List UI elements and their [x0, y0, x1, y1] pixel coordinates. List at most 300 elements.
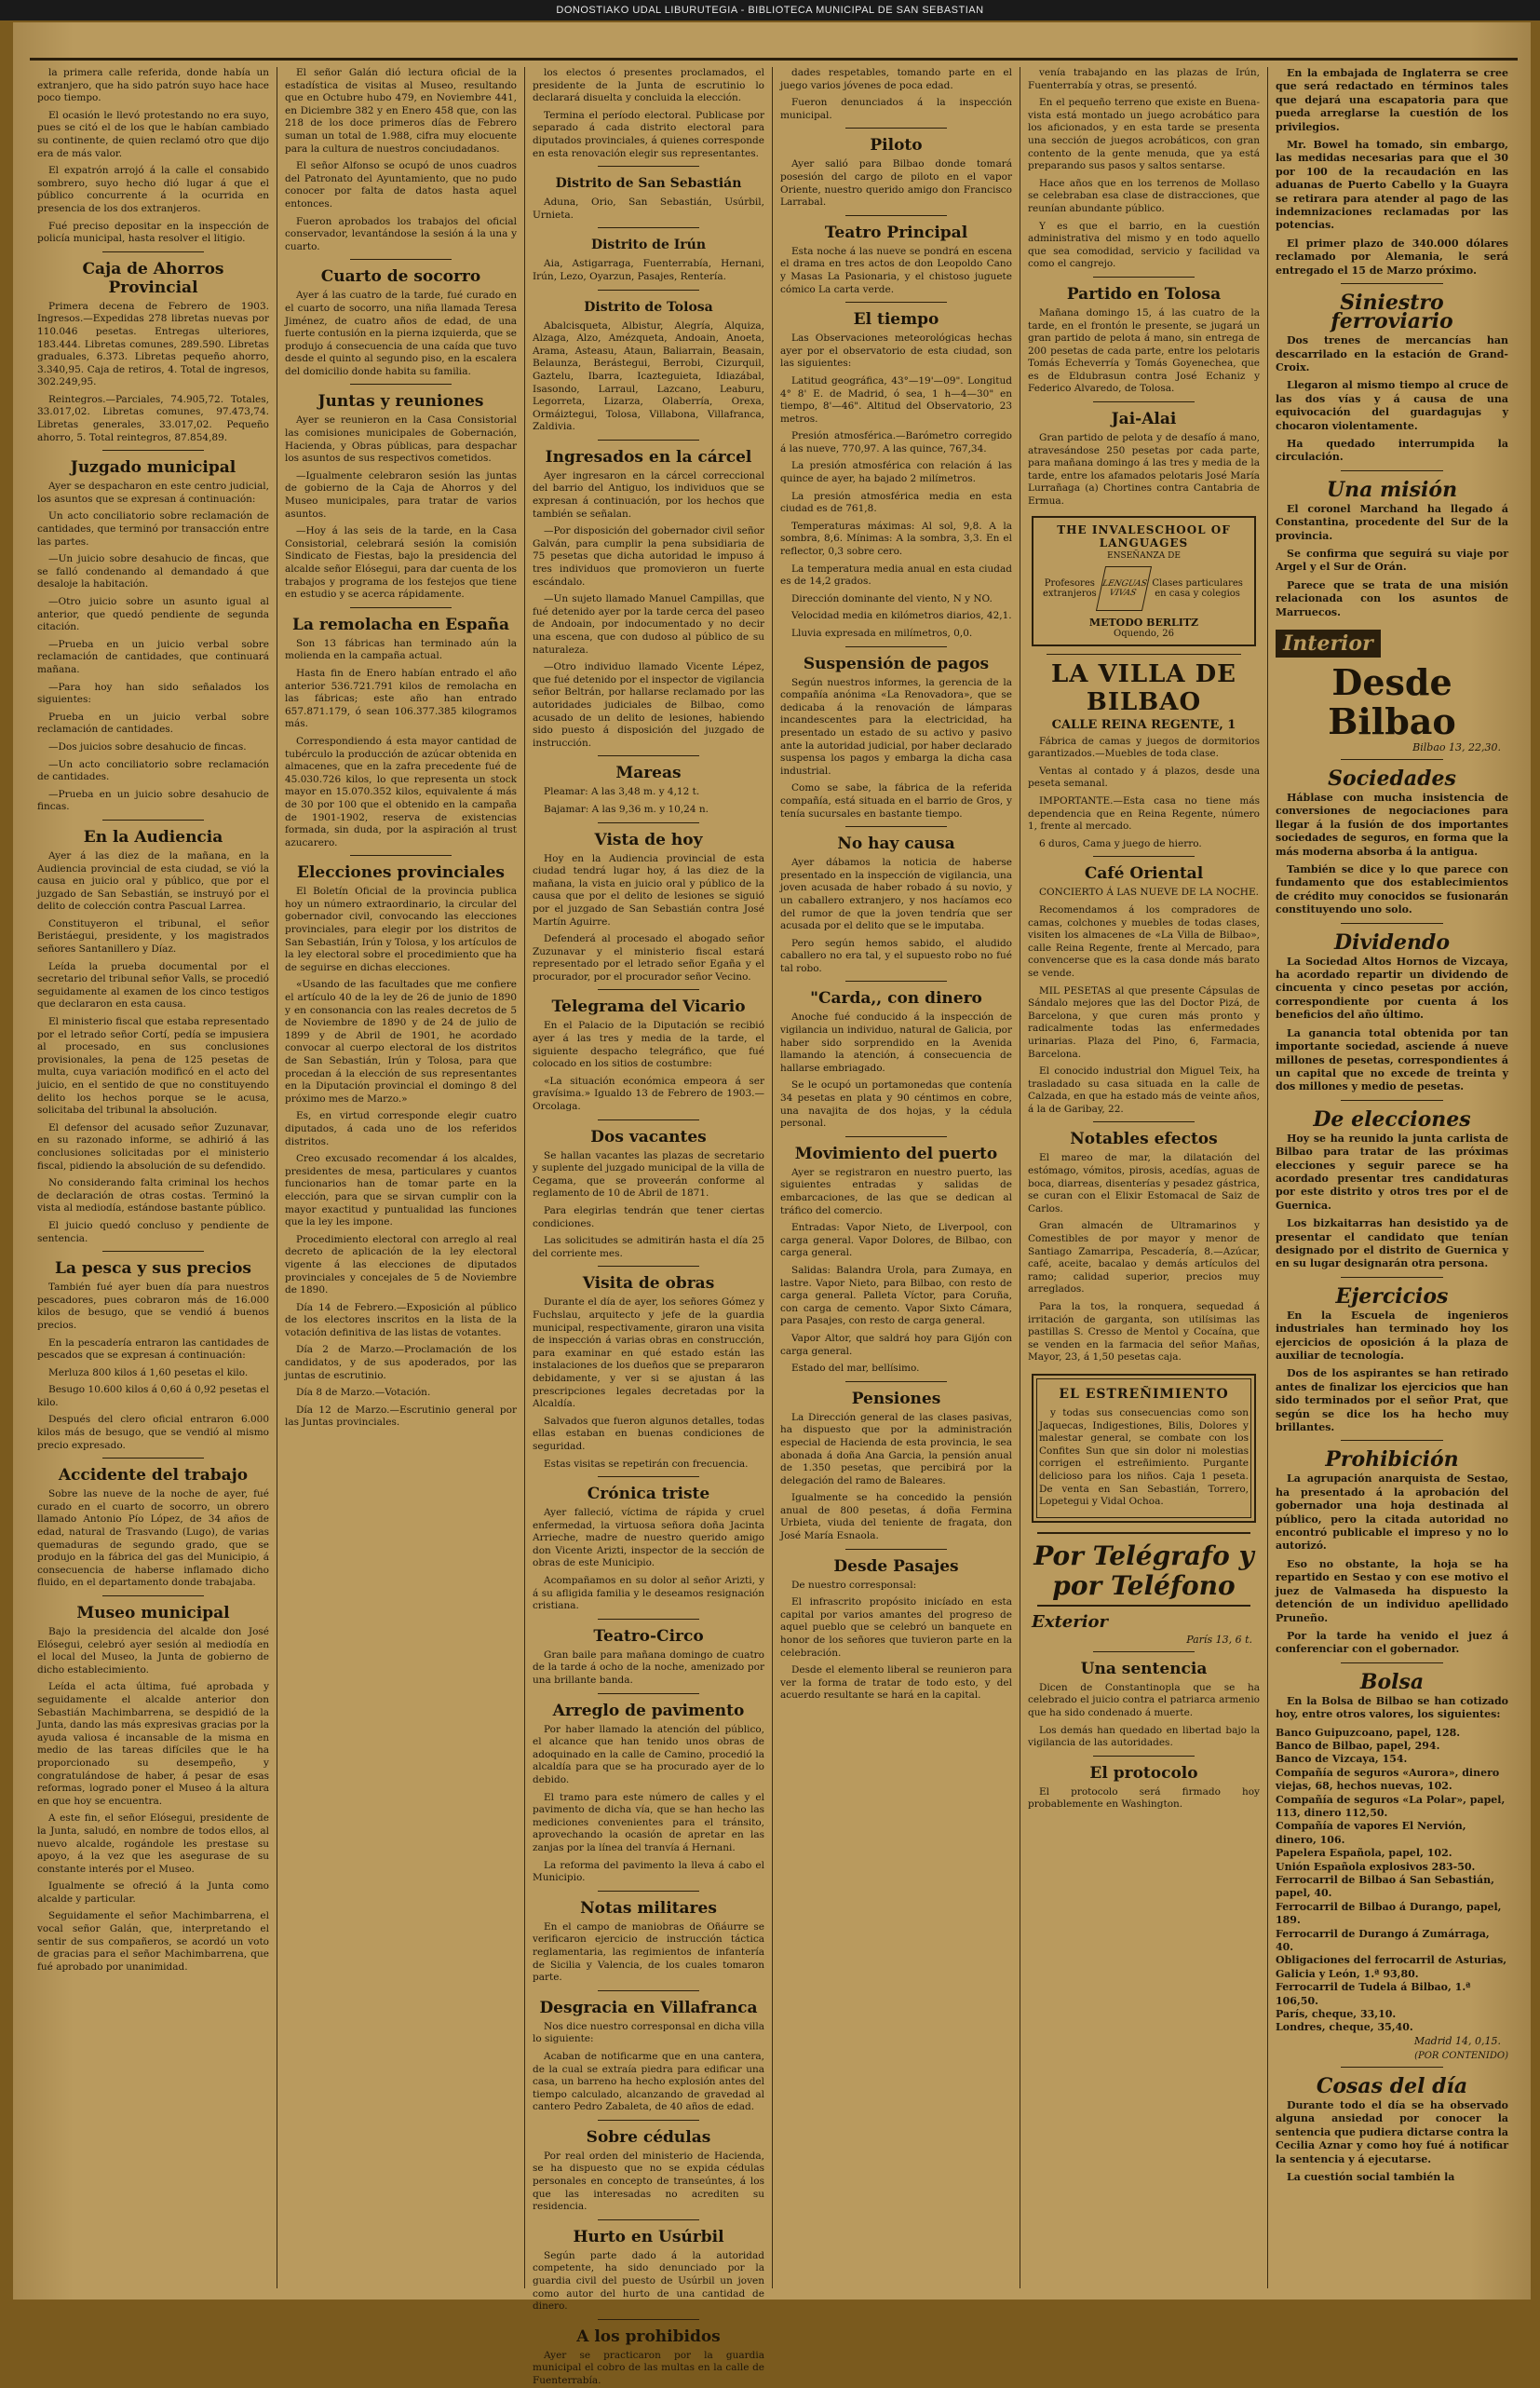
article-paragraph: El primer plazo de 340.000 dólares reclamado por Alemania, le será entregado el 15 de Marzo próximo. — [1276, 237, 1508, 277]
article-paragraph: Ayer falleció, víctima de rápida y cruel enfermedad, la virtuosa señora doña Jacinta Arrieche, madre de nuestro querido amigo don Vicente Arizti, inspector de la sección de obras de este Municipio. — [533, 1507, 764, 1569]
article-headline: Una sentencia — [1080, 1659, 1208, 1678]
stock-quote-line: Banco Guipuzcoano, papel, 128. — [1276, 1726, 1461, 1739]
article-headline: Suspensión de pagos — [803, 654, 990, 673]
article-paragraph: Termina el período electoral. Publicase por separado á cada distrito electoral para diputados provinciales, á quienes corresponde en esta renovación elegir sus representantes. — [533, 109, 764, 159]
article-paragraph: —Para hoy han sido señalados los siguientes: — [37, 681, 269, 706]
article-paragraph: Salvados que fueron algunos detalles, todas ellas estaban en buenas condiciones de seguridad. — [533, 1415, 764, 1452]
article-paragraph: Ayer á las diez de la mañana, en la Audiencia provincial de esta ciudad, se vió la causa en juicio oral y público, que por el juzgado de San Sebastián, se instruyó por el delito de colección contra Pascual Larrea. — [37, 849, 269, 913]
divider — [598, 227, 699, 228]
article-paragraph: Por haber llamado la atención del público, el alcance que han tenido unos obras de adoquinado en la calle de Camino, procedió la alcaldía para que se ha procurado ayer de lo debido. — [533, 1723, 764, 1785]
band-rule — [1037, 1532, 1250, 1534]
divider — [598, 290, 699, 291]
divider — [1341, 1100, 1443, 1101]
article-paragraph: Eso no obstante, la hoja se ha repartido en Sestao y con ese motivo el juez de Valmaseda ha dispuesto la detención de un individuo apellidado Pruneño. — [1276, 1557, 1508, 1624]
article-headline: Accidente del trabajo — [58, 1466, 249, 1486]
article-headline: Siniestro ferroviario — [1331, 291, 1453, 334]
stock-quote-line: Unión Española explosivos 283-50. — [1276, 1860, 1476, 1873]
article-paragraph: En el Palacio de la Diputación se recibió ayer á las tres y media de la tarde, el siguiente despacho telegráfico, que fué colocado en los sitios de costumbre: — [533, 1020, 764, 1070]
article-paragraph: Hoy se ha reunido la junta carlista de Bilbao para tratar de las próximas elecciones y seguir parece se ha acordado presentar tres candidaturas por este distrito y otros tres por el de Guernica. — [1276, 1132, 1508, 1212]
divider — [598, 2120, 699, 2121]
article-paragraph: Primera decena de Febrero de 1903. Ingresos.—Expedidas 278 libretas nuevas por 110.046 pesetas. Entregas ulteriores, 183.444. Libretas comunes, 289.590. Libretas graduales, 6.373. Libretas pequeño ahorro, 3.340,95. Caja de retiros, 4. Total de ingresos, 302.249,95. — [37, 300, 269, 388]
divider — [1341, 759, 1443, 760]
article-headline: Notables efectos — [1070, 1130, 1218, 1149]
article-paragraph: La Sociedad Altos Hornos de Vizcaya, ha acordado repartir un dividendo de cincuenta y cinco pesetas por acción, correspondiente por cuenta á los beneficios del año último. — [1276, 955, 1508, 1022]
section-title: Exterior — [1032, 1611, 1109, 1632]
article-paragraph: Las Observaciones meteorológicas hechas ayer por el observatorio de esta ciudad, son las siguientes: — [780, 332, 1012, 370]
article-paragraph: El señor Alfonso se ocupó de unos cuadros del Patronato del Ayuntamiento, que no pudo conocer por falta de datos hasta aquel entonces. — [285, 160, 517, 210]
article-paragraph: De nuestro corresponsal: — [791, 1579, 917, 1591]
divider — [598, 1476, 699, 1477]
article-paragraph: —Dos juicios sobre desahucio de fincas. — [48, 740, 247, 753]
article-headline: Jai-Alai — [1111, 410, 1177, 429]
article-headline: Bolsa — [1359, 1669, 1425, 1694]
article-paragraph: Entradas: Vapor Nieto, de Liverpool, con carga general. Vapor Dolores, de Bilbao, con carga general. — [780, 1222, 1012, 1259]
newspaper-page — [13, 22, 1531, 2386]
article-paragraph: Ayer se reunieron en la Casa Consistorial las comisiones municipales de Gobernación, Hacienda, y Obras públicas, para despachar los asuntos de sus respectivos cometidos. — [285, 414, 517, 465]
article-paragraph: La agrupación anarquista de Sestao, ha presentado á la aprobación del gobernador una hoja destinada al público, pero la citada autoridad no encontró publicable el impreso y no lo autorizó. — [1276, 1472, 1508, 1553]
stock-quote-line: Ferrocarril de Bilbao á Durango, papel, 189. — [1276, 1900, 1502, 1927]
article-headline: A los prohibidos — [576, 2327, 721, 2346]
article-headline: Teatro-Circo — [593, 1626, 704, 1646]
article-paragraph: En la pescadería entraron las cantidades de pescados que se expresan á continuación: — [37, 1336, 269, 1362]
divider — [102, 450, 204, 451]
divider — [1341, 1440, 1443, 1441]
article-headline: El protocolo — [1089, 1763, 1198, 1783]
divider — [845, 646, 947, 647]
article-paragraph: Bajamar: A las 9,36 m. y 10,24 n. — [544, 803, 709, 815]
article-headline: Distrito de Tolosa — [584, 299, 713, 315]
column-6 — [1268, 67, 1516, 2288]
article-paragraph: La Dirección general de las clases pasivas, ha dispuesto que por la administración especial de Hacienda de esta provincia, le sea abonada á doña Ana Garcia, la pensión anual de 1.350 pesetas, que percibirá por la delegación del ramo de Baleares. — [780, 1411, 1012, 1486]
divider — [598, 166, 699, 167]
article-headline: Dos vacantes — [590, 1127, 707, 1147]
article-paragraph: Latitud geográfica, 43°—19'—09". Longitud 4° 8' E. de Madrid, ó sea, 1 h—4—30" en tiempo, 8'—46". Altitud del Observatorio, 23 metros. — [780, 374, 1012, 425]
article-paragraph: Fueron aprobados los trabajos del oficial conservador, levantándose la sesión á la una y cuarto. — [285, 215, 517, 252]
article-headline: Distrito de San Sebastián — [555, 176, 742, 192]
divider — [598, 822, 699, 823]
divider — [598, 1119, 699, 1120]
ad-address: Oquendo, 26 — [1114, 628, 1174, 639]
column-2 — [277, 67, 525, 2288]
article-paragraph: La ganancia total obtenida por tan importante sociedad, asciende á nueve millones de pesetas, correspondientes á un capital que no excede de treinta y dos millones y medio de pesetas. — [1276, 1026, 1508, 1093]
article-paragraph: Dos trenes de mercancías han descarrilado en la estación de Grand-Croix. — [1276, 334, 1508, 373]
article-headline: Mareas — [615, 764, 682, 783]
article-paragraph: El Boletín Oficial de la provincia publica hoy un número extraordinario, la circular del gobernador civil, convocando las elecciones provinciales, para elegir por los distritos de San Sebastián, Irún y Tolosa, y los artículos de la ley electoral sobre el procedimiento que ha de seguirse en dichas elecciones. — [285, 886, 517, 973]
article-headline: No hay causa — [837, 834, 955, 854]
article-paragraph: Un acto conciliatorio sobre reclamación de cantidades, que terminó por transacción entre las partes. — [37, 510, 269, 548]
article-paragraph: Mañana domingo 15, á las cuatro de la tarde, en el frontón le presente, se jugará un gran partido de pelota á mano, sin entrega de 200 pesetas de cada parte, entre los pelotaris Tomás Echeverría y Tomás Goyenechea, que es de Eldubrasun contra José Echaniz y Federico Alvaredo, de Tolosa. — [1028, 306, 1260, 395]
article-headline: Desde Pasajes — [833, 1556, 959, 1576]
article-paragraph: Después del clero oficial entraron 6.000 kilos más de besugo, que se vendió al mismo precio expresado. — [37, 1414, 269, 1451]
article-headline: Ejercicios — [1335, 1283, 1449, 1309]
constipation-ad — [1032, 1374, 1256, 1523]
article-paragraph: Ayer se practicaron por la guardia municipal el cobro de las multas en la calle de Fuenterrabía. — [533, 2349, 764, 2386]
article-paragraph: Anoche fué conducido á la inspección de vigilancia un individuo, natural de Galicia, por haber sido sorprendido en la Avenida llamando la atención, á consecuencia de hallarse embriagado. — [780, 1011, 1012, 1074]
article-paragraph: Dirección dominante del viento, N y NO. — [791, 592, 993, 604]
article-paragraph: Según parte dado á la autoridad competente, ha sido denunciado por la guardia civil del puesto de Usúrbil un joven como autor del hurto de una cantidad de dinero. — [533, 2249, 764, 2313]
article-headline: De elecciones — [1313, 1106, 1471, 1132]
article-paragraph: Igualmente se ofreció á la Junta como alcalde y particular. — [37, 1880, 269, 1905]
article-paragraph: Ayer dábamos la noticia de haberse presentado en la inspección de vigilancia, una joven acusada de haber robado á su novio, y un caballero extranjero, y nos hacíamos eco del rumor de que la joven tendría que ser acusada por el delito que se le imputaba. — [780, 857, 1012, 932]
divider — [598, 1693, 699, 1694]
article-paragraph: Según nuestros informes, la gerencia de la compañía anónima «La Renovadora», que se dedicaba á la renovación de lámparas incandescentes para la electricidad, ha presentado un estado de su activo y pasivo ante la autoridad judicial, por haber declarado suspensa los pagos y embarga la dicha casa industrial. — [780, 676, 1012, 777]
ad-title: THE INVALESCHOOL OF LANGUAGES — [1057, 522, 1231, 550]
article-paragraph: La presión atmosférica media en esta ciudad es de 761,8. — [780, 490, 1012, 515]
article-paragraph: El infrascrito propósito inicíado en esta capital por varios amantes del progreso de aquel pueblo que se celebró un banquete en honor de los señores que tuvieron parte en la celebración. — [780, 1596, 1012, 1659]
article-headline: Movimiento del puerto — [794, 1144, 998, 1163]
article-paragraph: Aia, Astigarraga, Fuenterrabía, Hernani, Irún, Lezo, Oyarzun, Pasajes, Rentería. — [533, 258, 764, 282]
article-paragraph: «Usando de las facultades que me confiere el artículo 40 de la ley de 26 de junio de 1890 y en consonancia con las reales decretos de 5 de Noviembre de 1890 y de 24 de julio de 1899 y de Abril de 1901, he acordado convocar al cuerpo electoral de los distritos de San Sebastián, Irún y Tolosa, para que procedan á la elección de sus representantes en la Diputación provincial el domingo 8 del próximo mes de Marzo.» — [285, 979, 517, 1105]
article-headline: Elecciones provinciales — [297, 863, 505, 883]
stock-quote-line: Ferrocarril de Tudela á Bilbao, 1.ª 106,50. — [1276, 1981, 1471, 2007]
article-paragraph: CONCIERTO Á LAS NUEVE DE LA NOCHE. — [1039, 887, 1259, 899]
divider — [598, 440, 699, 441]
article-paragraph: El ministerio fiscal que estaba representado por el letrado señor Cortí, pedía se impusiera al procesado, en sus conclusiones provisionales, la pena de 125 pesetas de multa, cuya variación modificó en el acto del juicio, en el sentido de que no constituyendo delito los hechos porque se le acusa, solicitaba del tribunal la absolución. — [37, 1016, 269, 1117]
article-paragraph: Bajo la presidencia del alcalde don José Elósegui, celebró ayer sesión al mediodía en el local del Museo, la Junta de gobierno de dicho establecimiento. — [37, 1626, 269, 1676]
divider — [1341, 470, 1443, 471]
ad-left-text: Profesores extranjeros — [1042, 577, 1097, 599]
article-paragraph: Para elegirlas tendrán que tener ciertas condiciones. — [533, 1205, 764, 1229]
article-headline: Distrito de Irún — [590, 237, 707, 253]
article-paragraph: El tramo para este número de calles y el pavimento de dicha vía, que se han hecho las mediciones convenientes para el tránsito, aprovechando la ocasión de apretar en las zanjas por la línea del tranvía á Hernani. — [533, 1791, 764, 1853]
divider — [598, 1266, 699, 1267]
article-paragraph: —Prueba en un juicio verbal sobre reclamación de cantidades, que continuará mañana. — [37, 638, 269, 675]
band-rule — [1037, 1605, 1250, 1607]
article-paragraph: —Por disposición del gobernador civil señor Galván, para cumplir la pena subsidiaria de 75 pesetas que dicha autoridad le impuso á tres individuos que promovieron un fuerte escándalo. — [533, 525, 764, 588]
article-paragraph: Ayer se registraron en nuestro puerto, las siguientes entradas y salidas de embarcaciones, de las que se dedican al tráfico del comercio. — [780, 1166, 1012, 1216]
article-headline: Teatro Principal — [824, 223, 968, 242]
dateline: Madrid 14, 0,15. — [1413, 2034, 1501, 2047]
article-paragraph: Abalcisqueta, Albistur, Alegría, Alquiza, Alzaga, Alzo, Amézqueta, Andoain, Anoeta, Arama, Asteasu, Ataun, Baliarrain, Beasain, Belaunza, Berástegui, Berrobi, Cizurquil, Gaztelu, Ibarra, Icazteguieta, Idiazábal, Isasondo, Larraul, Lazcano, Leaburu, Legorreta, Lizarza, Olaberría, Orexa, Ormáiztegui, Tolosa, Villabona, Villafranca, Zaldivia. — [533, 319, 764, 433]
article-headline: Partido en Tolosa — [1066, 284, 1222, 304]
article-paragraph: Defenderá al procesado el abogado señor Zuzunavar y el ministerio fiscal estará representado por el letrado señor Egaña y el procurador, por el procurador señor Vecino. — [533, 933, 764, 983]
article-headline: La pesca y sus precios — [54, 1259, 252, 1279]
article-headline: Caja de Ahorros Provincial — [82, 259, 224, 297]
ad-diamond-label: LENGUAS VIVAS — [1096, 566, 1152, 611]
article-paragraph: Hace años que en los terrenos de Mollaso se celebraban esa clase de distracciones, que reunían abundante público. — [1028, 177, 1260, 214]
article-paragraph: Temperaturas máximas: Al sol, 9,8. A la sombra, 8,6. Mínimas: A la sombra, 3,3. En el reflector, 0,3 sobre cero. — [780, 520, 1012, 558]
article-paragraph: Se confirma que seguirá su viaje por Argel y el Sur de Orán. — [1276, 547, 1508, 574]
article-paragraph: Hoy en la Audiencia provincial de esta ciudad tendrá lugar hoy, á las diez de la mañana, la vista en juicio oral y público de la causa que por el delito de lesiones se siguió por el juzgado de San Sebastián contra José Martín Aguirre. — [533, 852, 764, 928]
kicker-note: (POR CONTENIDO) — [1414, 2050, 1508, 2061]
article-paragraph: Correspondiendo á esta mayor cantidad de tubérculo la producción de azúcar obtenida en almacenes, que en la zafra precedente fué de 45.030.726 kilos, lo que representa un stock mayor en 15.070.352 kilos, equivalente á más de 30 por 100 que el obtenido en la campaña de 1901-1902, reserva de existencias formada, sin duda, por la aspiración al trust azucarero. — [285, 735, 517, 848]
stock-quote-line: Banco de Bilbao, papel, 294. — [1276, 1739, 1440, 1752]
article-headline: Sociedades — [1328, 767, 1456, 791]
article-paragraph: En el pequeño terreno que existe en Buena-vista está montado un juego acrobático para los aficionados, y en esta tarde se presenta una sección de juegos acrobáticos, con gran contento de la gente menuda, que ya está preparando sus pasos y saltos sentarse. — [1028, 97, 1260, 172]
article-paragraph: Hasta fin de Enero habían entrado el año anterior 536.721.791 kilos de remolacha en las fábricas; este año han entrado 657.871.179, ó sean 106.377.385 kilogramos más. — [285, 667, 517, 730]
article-headline: La remolacha en España — [291, 615, 509, 634]
article-paragraph: Se le ocupó un portamonedas que contenía 34 pesetas en plata y 90 céntimos en cobre, una navajita de dos hojas, y la cédula personal. — [780, 1079, 1012, 1130]
article-paragraph: La reforma del pavimento la lleva á cabo el Municipio. — [533, 1859, 764, 1884]
article-paragraph: Igualmente se ha concedido la pensión anual de 800 pesetas, á doña Fermina Urbieta, viuda del teniente de fragata, don José María Esnaola. — [780, 1492, 1012, 1542]
article-headline: Crónica triste — [587, 1485, 710, 1504]
divider — [350, 259, 452, 260]
article-paragraph: Gran partido de pelota y de desafío á mano, atravesándose 250 pesetas por cada parte, para mañana domingo á las tres y media de la tarde, entre los afamados pelotaris José María Lurrañaga (a) Chortines contra Cantabria de Ermua. — [1028, 432, 1260, 508]
divider — [845, 981, 947, 982]
column-5 — [1020, 67, 1268, 2288]
article-paragraph: Ayer se despacharon en este centro judicial, los asuntos que se expresan á continuación: — [37, 481, 269, 505]
divider — [1093, 277, 1195, 278]
article-paragraph: Háblase con mucha insistencia de conversiones de negociaciones para llegar á la fusión de dos importantes sociedades de seguros, en forma que la más moderna absorba á la antigua. — [1276, 792, 1508, 858]
article-paragraph: El defensor del acusado señor Zuzunavar, en su razonado informe, se adhirió á las conclusiones solicitadas por el ministerio fiscal, pidiendo la absolución de su defendido. — [37, 1121, 269, 1172]
article-paragraph: Ayer á las cuatro de la tarde, fué curado en el cuarto de socorro, una niña llamada Teresa Jiménez, de cuatro años de edad, de una fuerte contusión en la pierna izquierda, que se produjo á consecuencia de una caída que tuvo desde el quinto al segundo piso, en la escalera del domicilio donde habita su familia. — [285, 290, 517, 377]
article-paragraph: Gran almacén de Ultramarinos y Comestibles de por mayor y menor de Santiago Zamarripa, Pescadería, 8.—Azúcar, café, aceite, bacalao y demás artículos del ramo; calidad superior, precios muy arreglados. — [1028, 1220, 1260, 1296]
article-paragraph: Besugo 10.600 kilos á 0,60 á 0,92 pesetas el kilo. — [37, 1384, 269, 1408]
divider — [1093, 856, 1195, 857]
article-paragraph: Para la tos, la ronquera, sequedad á irritación de garganta, son utilísimas las pastillas S. Cresso de Mentol y Cocaína, que se venden en la farmacia del señor Mañas, Mayor, 23, á 1,50 pesetas caja. — [1028, 1301, 1260, 1364]
article-paragraph: Velocidad media en kilómetros diarios, 42,1. — [791, 610, 1012, 622]
article-paragraph: La temperatura media anual en esta ciudad es de 14,2 grados. — [780, 563, 1012, 588]
article-paragraph: Estas visitas se repetirán con frecuencia. — [544, 1458, 749, 1470]
article-headline: Arreglo de pavimento — [552, 1701, 745, 1720]
interior-section-band: Interior — [1276, 630, 1381, 658]
stock-quote-line: Compañía de seguros «Aurora», dinero viejas, 68, hechos nuevas, 102. — [1276, 1766, 1500, 1793]
stock-quote-line: Obligaciones del ferrocarril de Asturias, Galicia y León, 1.ª 93,80. — [1276, 1954, 1507, 1980]
divider — [1093, 401, 1195, 402]
article-paragraph: Llegaron al mismo tiempo al cruce de las dos vías y á causa de una equivocación del guardagujas y chocaron violentamente. — [1276, 379, 1508, 432]
article-paragraph: Procedimiento electoral con arreglo al real decreto de aplicación de la ley electoral vigente á las elecciones de diputados provinciales y concejales de 5 de Noviembre de 1890. — [285, 1233, 517, 1296]
article-paragraph: —Prueba en un juicio sobre desahucio de fincas. — [37, 788, 269, 813]
article-paragraph: Ha quedado interrumpida la circulación. — [1276, 437, 1508, 464]
divider — [598, 755, 699, 756]
divider — [845, 1549, 947, 1550]
article-paragraph: Fueron denunciados á la inspección municipal. — [780, 97, 1012, 121]
article-paragraph: 6 duros, Cama y juego de hierro. — [1039, 837, 1202, 849]
article-paragraph: En la Escuela de ingenieros industriales han terminado hoy los ejercicios de oposición á la plaza de auxiliar de tecnología. — [1276, 1309, 1508, 1362]
divider — [1341, 1277, 1443, 1278]
article-paragraph: En la Bolsa de Bilbao se han cotizado hoy, entre otros valores, los siguientes: — [1276, 1694, 1508, 1721]
article-headline: Café Oriental — [1084, 864, 1204, 884]
article-paragraph: Fué preciso depositar en la inspección de policía municipal, hasta resolver el litigio. — [37, 220, 269, 245]
article-paragraph: Durante el día de ayer, los señores Gómez y Fuchslau, arquitecto y jefe de la guardia municipal, respectivamente, giraron una visita de inspección á varias obras en construcción, para examinar en qué estado están las instalaciones de los dueños que se prepararon debidamente, y ver si se ajustan á las prescripciones legales decretadas por la Alcaldía. — [533, 1296, 764, 1410]
article-headline: Visita de obras — [582, 1274, 715, 1294]
ad-subtitle: ENSEÑANZA DE — [1107, 550, 1181, 561]
article-headline: Piloto — [870, 136, 923, 156]
divider — [350, 607, 452, 608]
article-paragraph: Recomendamos á los compradores de camas, colchones y muebles de todas clases, visiten los almacenes de «La Villa de Bilbao», calle Reina Regente, frente al Mercado, para convencerse que es la casa donde más barato se vende. — [1028, 903, 1260, 979]
article-paragraph: los electos ó presentes proclamados, el presidente de la Junta de escrutinio lo declarará disuelta y concluida la elección. — [533, 67, 764, 104]
article-paragraph: —Un juicio sobre desahucio de fincas, que se falló condenando al demandado á que desaloje la habitación. — [37, 553, 269, 590]
divider — [598, 2319, 699, 2320]
divider — [350, 855, 452, 856]
divider — [598, 2219, 699, 2220]
article-headline: Hurto en Usúrbil — [573, 2227, 724, 2246]
article-paragraph: Mr. Bowel ha tomado, sin embargo, las medidas necesarias para que el 30 por 100 de la recaudación en las aduanas de Puerto Cabello y la Guayra se retirara para atender al pago de las indemnizaciones reclamadas por las potencias. — [1276, 139, 1508, 232]
article-headline: En la Audiencia — [83, 827, 223, 847]
article-headline: Ingresados en la cárcel — [545, 447, 752, 467]
article-paragraph: —Otro juicio sobre un asunto igual al anterior, que quedó pendiente de segunda citación. — [37, 596, 269, 633]
divider — [598, 1891, 699, 1892]
article-headline: Desgracia en Villafranca — [539, 1998, 758, 2017]
article-paragraph: Día 2 de Marzo.—Proclamación de los candidatos, y de sus apoderados, por las juntas de escrutinio. — [285, 1344, 517, 1381]
divider — [845, 1381, 947, 1382]
article-paragraph: —Igualmente celebraron sesión las juntas de gobierno de la Caja de Ahorros y del Museo municipales, para tratar de varios asuntos. — [285, 469, 517, 520]
article-paragraph: Parece que se trata de una misión relacionada con los asuntos de Marruecos. — [1276, 578, 1508, 618]
article-headline: Una misión — [1326, 477, 1458, 502]
article-paragraph: Durante todo el día se ha observado alguna ansiedad por conocer la sentencia que pudiera dictarse contra la Cecilia Aznar y como hoy fué á notificar la sentencia y á ejecutarse. — [1276, 2098, 1508, 2165]
article-headline: Dividendo — [1333, 929, 1450, 955]
article-paragraph: Creo excusado recomendar á los alcaldes, presidentes de mesa, particulares y cuantos funcionarios han de tomar parte en la elección, para que se sirvan cumplir con la mayor exactitud y puntualidad las funciones que la ley les impone. — [285, 1153, 517, 1228]
divider — [102, 1595, 204, 1596]
language-school-ad — [1032, 516, 1256, 646]
article-paragraph: Pero según hemos sabido, el aludido caballero no era tal, y el supuesto robo no fué tal robo. — [780, 937, 1012, 974]
article-paragraph: Ventas al contado y á plazos, desde una peseta semanal. — [1028, 765, 1260, 790]
article-paragraph: —Hoy á las seis de la tarde, en la Casa Consistorial, celebrará sesión la comisión Sindicato de Fiestas, bajo la presidencia del alcalde señor Elósegui, para dar cuenta de los trabajos y programa de los festejos que tiene en estudio y se acerca rápidamente. — [285, 525, 517, 601]
article-paragraph: También fué ayer buen día para nuestros pescadores, pues cobraron más de 16.000 kilos de besugo, que se vendió á buenos precios. — [37, 1282, 269, 1331]
article-paragraph: No considerando falta criminal los hechos de declaración de otras costas. Terminó la vista al mediodía, estándose bastante público. — [37, 1177, 269, 1214]
article-headline: Cuarto de socorro — [320, 267, 481, 287]
article-paragraph: A este fin, el señor Elósegui, presidente de la Junta, saludó, en nombre de todos ellos, al nuevo alcalde, rogándole les prestase su apoyo, á la vez que les asegurase de su constante interés por el Museo. — [37, 1812, 269, 1875]
article-paragraph: La presión atmosférica con relación á las quince de ayer, ha bajado 2 milímetros. — [780, 460, 1012, 485]
article-paragraph: La cuestión social también la — [1287, 2170, 1455, 2183]
article-paragraph: Esta noche á las nueve se pondrá en escena el drama en tres actos de don Leopoldo Cano y Masas La Pasionaria, y el chistoso juguete cómico La carta verde. — [780, 245, 1012, 295]
divider — [845, 215, 947, 216]
article-paragraph: Son 13 fábricas han terminado aún la molienda en la campaña actual. — [285, 637, 517, 662]
article-paragraph: Dicen de Constantinopla que se ha celebrado el juicio contra el patriarca armenio que ha sido condenado á muerte. — [1028, 1681, 1260, 1718]
article-paragraph: El mareo de mar, la dilatación del estómago, vómitos, pirosis, acedías, aguas de boca, diarreas, disenterías y pesadez gástrica, se curan con el Elixir Estomacal de Saiz de Carlos. — [1028, 1152, 1260, 1214]
article-paragraph: Por la tarde ha venido el juez á conferenciar con el gobernador. — [1276, 1629, 1508, 1656]
divider — [845, 826, 947, 827]
article-paragraph: Prueba en un juicio verbal sobre reclamación de cantidades. — [37, 711, 269, 736]
article-paragraph: El juicio quedó concluso y pendiente de sentencia. — [37, 1219, 269, 1244]
divider — [102, 1251, 204, 1252]
article-paragraph: MIL PESETAS al que presente Cápsulas de Sándalo mejores que las del Doctor Pizá, de Barcelona, y que curen más pronto y radicalmente todas las enfermedades urinarias. Plaza del Pino, 6, Farmacia, Barcelona. — [1028, 984, 1260, 1060]
article-paragraph: Leída la prueba documental por el secretario del tribunal señor Valls, se procedió seguidamente al examen de los cinco testigos que declararon en esta causa. — [37, 960, 269, 1011]
divider — [350, 384, 452, 385]
article-headline: Notas militares — [580, 1898, 717, 1918]
article-paragraph: Acaban de notificarme que en una cantera, de la cual se extraía piedra para edificar una casa, un barreno ha hecho explosión antes del tiempo calculado, alcanzando de gravedad al cantero Pedro Zabaleta, de 40 años de edad. — [533, 2050, 764, 2113]
article-headline: Vista de hoy — [594, 830, 703, 849]
archive-header-bar — [0, 0, 1540, 20]
stock-quote-line: Banco de Vizcaya, 154. — [1276, 1753, 1408, 1766]
article-paragraph: Dos de los aspirantes se han retirado antes de finalizar los ejercicios que han sido terminados por el señor Prat, que según se dice los ha hecho muy brillantes. — [1276, 1367, 1508, 1434]
article-headline: "Carda,, con dinero — [810, 989, 982, 1009]
ad-right-text: Clases particulares en casa y colegios — [1152, 577, 1243, 599]
divider — [845, 302, 947, 303]
divider — [598, 1990, 699, 1991]
article-paragraph: Y es que el barrio, en la cuestión administrativa del mismo y en todo aquello que sea comodidad, servicio y facilidad va como el cangrejo. — [1028, 220, 1260, 270]
article-paragraph: Día 8 de Marzo.—Votación. — [296, 1387, 431, 1399]
dateline: Bilbao 13, 22,30. — [1412, 741, 1501, 753]
article-paragraph: Día 12 de Marzo.—Escrutinio general por las Juntas provinciales. — [285, 1404, 517, 1429]
article-paragraph: También se dice y lo que parece con fundamento que dos establecimientos de crédito muy conocidos se fusionarán constituyendo uno solo. — [1276, 863, 1508, 916]
divider — [1047, 654, 1241, 655]
columns-container — [30, 67, 1518, 2386]
divider — [598, 989, 699, 990]
framed-ad-text: y todas sus consecuencias como son Jaquecas, Indigestiones, Bilis, Dolores y malestar general, se combate con los Confites Sun que sin dolor ni molestias corrigen el estreñimiento. Purgante delicioso para los niños. Caja 1 peseta. De venta en San Sebastián, Torrero, Lopetegui y Vidal Ochoa. — [1039, 1406, 1249, 1508]
article-paragraph: El expatrón arrojó á la calle el consabido sombrero, suyo hecho dió lugar á que el público concurrente á la ocurrida en presencia de los dos extranjeros. — [37, 165, 269, 214]
article-paragraph: El conocido industrial don Miguel Teix, ha trasladado su casa situada en la calle de Calzada, en que ha estado más de veinte años, á la de Garibay, 22. — [1028, 1065, 1260, 1115]
divider — [1341, 1662, 1443, 1663]
store-ad-address: CALLE REINA REGENTE, 1 — [1051, 717, 1236, 732]
article-paragraph: —Un acto conciliatorio sobre reclamación de cantidades. — [37, 758, 269, 783]
divider — [845, 128, 947, 129]
divider — [102, 1458, 204, 1459]
article-paragraph: Acompañamos en su dolor al señor Arizti, y á su afligida familia y le deseamos resignación cristiana. — [533, 1575, 764, 1612]
article-paragraph: Los bizkaitarras han desistido ya de presentar el candidato que tenían designado por el distrito de Guernica y en su lugar designarán otra persona. — [1276, 1217, 1508, 1270]
article-paragraph: Leída el acta última, fué aprobada y seguidamente el alcalde anterior don Sebastián Machimbarrena, se despidió de la Junta, dando las más expresivas gracias por la ayuda valiosa é incansable de la misma en medio de las tareas difíciles que le ha proporcionado su desempeño, y congratulándose de haber, á pesar de esas reformas, logrado poner el Museo á la altura en que hoy se encuentra. — [37, 1681, 269, 1807]
article-paragraph: Es, en virtud corresponde elegir cuatro diputados, á cada uno de los referidos distritos. — [285, 1110, 517, 1147]
article-paragraph: dades respetables, tomando parte en el juego varios jóvenes de poca edad. — [780, 67, 1012, 91]
article-paragraph: Desde el elemento liberal se reunieron para ver la forma de tratar de todo esto, y del acuerdo resultante se hará en la capital. — [780, 1664, 1012, 1702]
stock-quote-line: Papelera Española, papel, 102. — [1276, 1847, 1452, 1860]
article-paragraph: Se hallan vacantes las plazas de secretario y suplente del juzgado municipal de la villa de Cegama, que se proveerán conforme al reglamento de 10 de Abril de 1871. — [533, 1149, 764, 1200]
article-paragraph: Nos dice nuestro corresponsal en dicha villa lo siguiente: — [533, 2020, 764, 2045]
article-headline: Cosas del día — [1316, 2073, 1468, 2098]
divider — [598, 1619, 699, 1620]
article-paragraph: El ocasión le llevó protestando no era suyo, pues se citó el de los que le habían cambiado su continente, de quien reclamó otro que dijo era de más valor. — [37, 109, 269, 159]
framed-ad-title: EL ESTREÑIMIENTO — [1059, 1386, 1229, 1402]
stock-quote-line: Compañía de vapores El Nervión, dinero, 106. — [1276, 1820, 1466, 1846]
article-headline: Museo municipal — [76, 1604, 230, 1622]
article-headline: El tiempo — [853, 310, 939, 330]
column-1 — [30, 67, 277, 2288]
article-paragraph: Aduna, Orio, San Sebastián, Usúrbil, Urnieta. — [533, 197, 764, 221]
article-paragraph: IMPORTANTE.—Esta casa no tiene más dependencia que en Reina Regente, número 1, frente al mercado. — [1028, 795, 1260, 833]
article-paragraph: Fábrica de camas y juegos de dormitorios garantizados.—Muebles de toda clase. — [1028, 735, 1260, 760]
article-paragraph: El protocolo será firmado hoy probablemente en Washington. — [1028, 1785, 1260, 1811]
article-paragraph: Las solicitudes se admitirán hasta el día 25 del corriente mes. — [533, 1235, 764, 1259]
stock-quote-line: Londres, cheque, 35,40. — [1276, 2021, 1413, 2034]
article-paragraph: —Un sujeto llamado Manuel Campillas, que fué detenido ayer por la tarde cerca del paseo de Andoain, por indocumentado y no decir una escena, que con dudoso al público de su naturaleza. — [533, 593, 764, 656]
article-headline: Prohibición — [1325, 1447, 1459, 1472]
article-paragraph: venía trabajando en las plazas de Irún, Fuenterrabía y otras, se presentó. — [1028, 67, 1260, 91]
article-headline: Sobre cédulas — [586, 2127, 711, 2147]
telegraph-section-title: Por Telégrafo y por Teléfono — [1033, 1540, 1254, 1601]
column-3 — [525, 67, 773, 2386]
article-paragraph: En el campo de maniobras de Oñáurre se verificaron ejercicio de instrucción táctica reglamentaria, las regimientos de infantería de Sicilia y Valencia, de los cuales tomaron parte. — [533, 1920, 764, 1984]
divider — [1341, 283, 1443, 284]
store-ad-title: LA VILLA DE BILBAO — [1051, 659, 1236, 716]
stock-quote-line: Ferrocarril de Bilbao á San Sebastián, papel, 40. — [1276, 1874, 1494, 1900]
article-paragraph: Ayer ingresaron en la cárcel correccional del barrio del Antiguo, los individuos que se expresan á continuación, por los hechos que también se señalan. — [533, 469, 764, 520]
divider — [1093, 1756, 1195, 1757]
article-paragraph: Pleamar: A las 3,48 m. y 4,12 t. — [544, 786, 700, 798]
article-paragraph: —Otro individuo llamado Vicente Lépez, que fué detenido por el inspector de vigilancia señor Beltrán, por hallarse reclamado por las autoridades judiciales de Bilbao, como acusado de un delito de lesiones, habiendo sido puesto á disposición del juzgado de instrucción. — [533, 661, 764, 749]
article-paragraph: Seguidamente el señor Machimbarrena, el vocal señor Galán, que, interpretando el sentir de sus compañeros, se acordó un voto de gracias para el señor Machimbarrena, que fué aprobado por unanimidad. — [37, 1910, 269, 1973]
article-paragraph: Como se sabe, la fábrica de la referida compañía, está situada en el barrio de Gros, y tenía sucursales en bastante tiempo. — [780, 782, 1012, 820]
divider — [1341, 2067, 1443, 2068]
column-4 — [773, 67, 1020, 2288]
divider — [1093, 1651, 1195, 1652]
article-paragraph: Vapor Altor, que saldrá hoy para Gijón con carga general. — [780, 1332, 1012, 1357]
article-paragraph: El coronel Marchand ha llegado á Constantina, procedente del Sur de la provincia. — [1276, 502, 1508, 542]
divider — [1341, 923, 1443, 924]
stock-quote-line: París, cheque, 33,10. — [1276, 2008, 1397, 2021]
divider — [845, 1136, 947, 1137]
article-headline: Pensiones — [851, 1389, 941, 1408]
divider — [102, 251, 204, 252]
article-paragraph: El señor Galán dió lectura oficial de la estadística de visitas al Museo, resultando que en Octubre hubo 479, en Noviembre 441, en Diciembre 382 y en Enero 458 que, con las 218 de los doce primeros días de Febrero suman un total de 1.988, cifra muy elocuente para la cultura de nuestros conciudadanos. — [285, 67, 517, 155]
desde-bilbao-masthead: Desde Bilbao — [1328, 661, 1456, 742]
article-paragraph: la primera calle referida, donde había un extranjero, que ha sido patrón suyo hace hace poco tiempo. — [37, 67, 269, 104]
article-paragraph: Presión atmosférica.—Barómetro corregido á las nueve, 770,97. A las quince, 767,34. — [780, 430, 1012, 455]
ad-row — [1039, 566, 1249, 611]
ad-method: METODO BERLITZ — [1088, 616, 1199, 629]
article-headline: Juntas y reuniones — [317, 392, 484, 412]
divider — [1093, 1121, 1195, 1122]
archive-header-text: DONOSTIAKO UDAL LIBURUTEGIA - BIBLIOTECA MUNICIPAL DE SAN SEBASTIAN — [556, 5, 984, 16]
article-paragraph: Merluza 800 kilos á 1,60 pesetas el kilo. — [48, 1366, 249, 1378]
dateline: París 13, 6 t. — [1186, 1633, 1252, 1646]
article-paragraph: Salidas: Balandra Urola, para Zumaya, en lastre. Vapor Nieto, para Bilbao, con resto de carga general. Palleta Víctor, para Coruña, con carga de cemento. Vapor Sixto Cámara, para Pasajes, con resto de carga general. — [780, 1264, 1012, 1327]
article-paragraph: Lluvia expresada en milímetros, 0,0. — [791, 628, 973, 639]
article-headline: Juzgado municipal — [70, 458, 236, 478]
article-paragraph: «La situación económica empeora á ser gravísima.» Igualdo 13 de Febrero de 1903.—Orcolaga. — [533, 1075, 764, 1113]
article-paragraph: Reintegros.—Parciales, 74.905,72. Totales, 33.017,02. Libretas comunes, 97.473,74. Libretas generales, 33.017,02. Pequeño ahorro, 5. Total reintegros, 87.854,89. — [37, 393, 269, 443]
article-paragraph: Ayer salió para Bilbao donde tomará posesión del cargo de piloto en el vapor Oriente, nuestro querido amigo don Francisco Larrabal. — [780, 158, 1012, 209]
article-paragraph: En la embajada de Inglaterra se cree que será redactado en términos tales que dejará una escapatoria para que pueda arreglarse la cuestión de los privilegios. — [1276, 67, 1508, 133]
